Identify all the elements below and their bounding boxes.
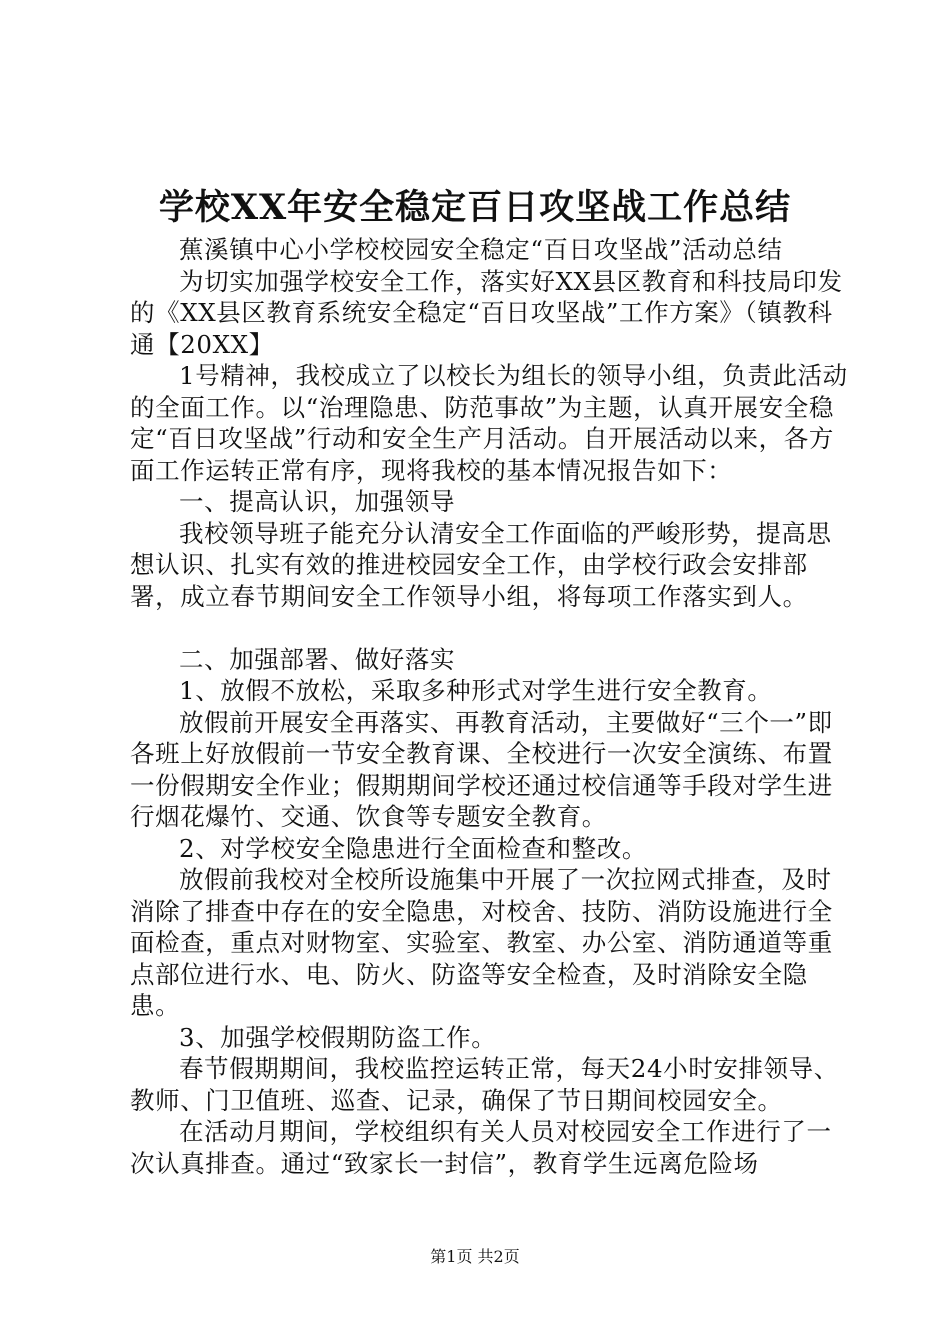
paragraph-inspection: 放假前我校对全校所设施集中开展了一次拉网式排查，及时消除了排查中存在的安全隐患，对校舍、技防、消防设施进行全面检查，重点对财物室、实验室、教室、办公室、消防通道等重点部位进行水、电、防火、防盗等安全检查，及时消除安全隐患。 bbox=[130, 865, 833, 1020]
section-heading-2: 二、加强部署、做好落实 bbox=[179, 644, 456, 674]
paragraph-subtitle: 蕉溪镇中心小学校校园安全稳定“百日攻坚战”活动总结 bbox=[179, 235, 783, 264]
blank-line bbox=[130, 612, 850, 644]
section-heading-1: 一、提高认识，加强领导 bbox=[179, 487, 456, 516]
document-body bbox=[130, 234, 850, 1179]
document-title: 学校XX年安全稳定百日攻坚战工作总结 bbox=[158, 187, 792, 228]
paragraph-activity-month: 在活动月期间，学校组织有关人员对校园安全工作进行了一次认真排查。通过“致家长一封信”，教育学生远离危险场 bbox=[130, 1117, 832, 1178]
paragraph-education: 放假前开展安全再落实、再教育活动，主要做好“三个一”即各班上好放假前一节安全教育课、全校进行一次安全演练、布置一份假期安全作业；假期期间学校还通过校信通等手段对学生进行烟花爆竹、交通、饮食等专题安全教育。 bbox=[130, 707, 833, 831]
paragraph-leadership: 我校领导班子能充分认清安全工作面临的严峻形势，提高思想认识、扎实有效的推进校园安全工作，由学校行政会安排部署，成立春节期间安全工作领导小组，将每项工作落实到人。 bbox=[130, 518, 832, 611]
subheading-3: 3、加强学校假期防盗工作。 bbox=[179, 1022, 497, 1052]
paragraph-holiday-security: 春节假期期间，我校监控运转正常，每天24小时安排领导、教师、门卫值班、巡查、记录，确保了节日期间校园安全。 bbox=[130, 1054, 839, 1115]
subheading-2: 2、对学校安全隐患进行全面检查和整改。 bbox=[179, 833, 647, 863]
paragraph-overview: 1号精神，我校成立了以校长为组长的领导小组，负责此活动的全面工作。以“治理隐患、防范事故”为主题，认真开展安全稳定“百日攻坚战”行动和安全生产月活动。自开展活动以来，各方面工作运转正常有序，现将我校的基本情况报告如下： bbox=[130, 361, 848, 485]
page-footer: 第1页 共2页 bbox=[430, 1247, 520, 1266]
paragraph-intro: 为切实加强学校安全工作，落实好XX县区教育和科技局印发的《XX县区教育系统安全稳定“百日攻坚战”工作方案》（镇教科通【20XX】 bbox=[130, 266, 843, 359]
subheading-1: 1、放假不放松，采取多种形式对学生进行安全教育。 bbox=[179, 676, 773, 705]
